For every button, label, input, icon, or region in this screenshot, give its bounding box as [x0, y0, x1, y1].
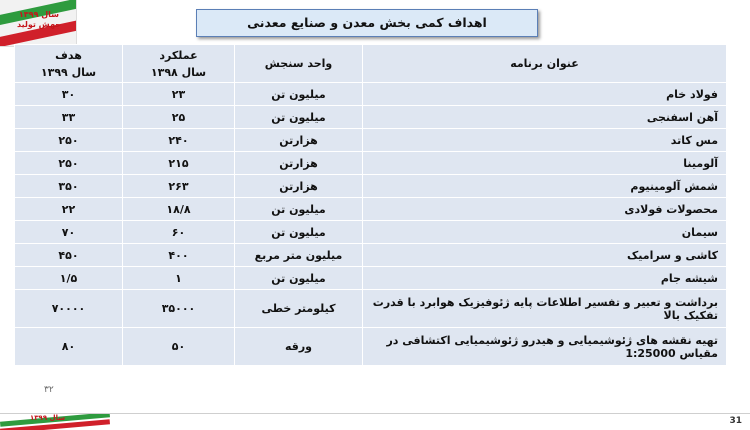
unit-cell: هزارتن: [235, 152, 363, 175]
program-cell: محصولات فولادی: [363, 198, 727, 221]
program-cell: مس کاتد: [363, 129, 727, 152]
program-cell: فولاد خام: [363, 83, 727, 106]
header-target: [15, 45, 123, 83]
header-unit: واحد سنجش: [235, 45, 363, 83]
program-cell: سیمان: [363, 221, 727, 244]
logo-year-text: سال ۱۳۹۹: [18, 10, 60, 19]
program-cell: آلومینا: [363, 152, 727, 175]
program-cell: آهن اسفنجی: [363, 106, 727, 129]
header-actual-line2: سال ۱۳۹۸: [150, 65, 207, 79]
unit-cell: میلیون تن: [235, 106, 363, 129]
unit-cell: ورقه: [235, 328, 363, 366]
unit-cell: هزارتن: [235, 175, 363, 198]
table-header-row: [15, 45, 727, 83]
header-target-line2: سال ۱۳۹۹: [40, 65, 97, 79]
target-cell: ۲۵۰: [15, 152, 123, 175]
actual-cell: ۲۶۳: [123, 175, 235, 198]
unit-cell: میلیون تن: [235, 83, 363, 106]
program-cell: برداشت و تعبیر و تفسیر اطلاعات پایه ژئوفیزیک هوابرد با قدرت تفکیک بالا: [363, 290, 727, 328]
unit-cell: میلیون تن: [235, 267, 363, 290]
actual-cell: ۲۴۰: [123, 129, 235, 152]
unit-cell: کیلومتر خطی: [235, 290, 363, 328]
target-cell: ۷۰: [15, 221, 123, 244]
header-actual-line1: عملکرد: [159, 48, 198, 62]
table-row: [15, 106, 727, 129]
table-row: [15, 328, 727, 366]
target-cell: ۱/۵: [15, 267, 123, 290]
program-cell: شیشه جام: [363, 267, 727, 290]
unit-cell: میلیون متر مربع: [235, 244, 363, 267]
header-actual: [123, 45, 235, 83]
logo-footer-text: سال ۱۳۹۹: [30, 414, 66, 422]
table-row: [15, 129, 727, 152]
slide-number: ۳۲: [44, 385, 54, 395]
table-row: [15, 267, 727, 290]
actual-cell: ۱۸/۸: [123, 198, 235, 221]
header-program: عنوان برنامه: [363, 45, 727, 83]
actual-cell: ۳۵۰۰۰: [123, 290, 235, 328]
table-row: [15, 244, 727, 267]
jahesh-tolid-logo-footer: [0, 414, 110, 430]
actual-cell: ۵۰: [123, 328, 235, 366]
table-row: [15, 152, 727, 175]
unit-cell: هزارتن: [235, 129, 363, 152]
program-cell: شمش آلومینیوم: [363, 175, 727, 198]
target-cell: ۴۵۰: [15, 244, 123, 267]
logo-slogan-text: جهش تولید: [16, 20, 62, 29]
target-cell: ۷۰۰۰۰: [15, 290, 123, 328]
unit-cell: میلیون تن: [235, 198, 363, 221]
logo-text: [14, 10, 64, 30]
actual-cell: ۲۳: [123, 83, 235, 106]
target-cell: ۳۳: [15, 106, 123, 129]
program-cell: تهیه نقشه های ژئوشیمیایی و هیدرو ژئوشیمیایی اکتشافی در مقیاس 1:25000: [363, 328, 727, 366]
jahesh-tolid-logo: [0, 0, 77, 47]
slide-title: اهداف کمی بخش معدن و صنایع معدنی: [196, 9, 538, 37]
target-cell: ۳۰: [15, 83, 123, 106]
target-cell: ۸۰: [15, 328, 123, 366]
actual-cell: ۲۱۵: [123, 152, 235, 175]
target-cell: ۲۲: [15, 198, 123, 221]
target-cell: ۲۵۰: [15, 129, 123, 152]
table-row: [15, 175, 727, 198]
page-number: 31: [729, 416, 742, 426]
target-cell: ۳۵۰: [15, 175, 123, 198]
program-cell: کاشی و سرامیک: [363, 244, 727, 267]
table-row: [15, 290, 727, 328]
table-row: [15, 221, 727, 244]
table-row: [15, 83, 727, 106]
actual-cell: ۲۵: [123, 106, 235, 129]
actual-cell: ۶۰: [123, 221, 235, 244]
footer-divider: [0, 413, 750, 414]
actual-cell: ۱: [123, 267, 235, 290]
actual-cell: ۴۰۰: [123, 244, 235, 267]
table-row: [15, 198, 727, 221]
header-target-line1: هدف: [55, 48, 82, 62]
targets-table: [14, 44, 727, 366]
unit-cell: میلیون تن: [235, 221, 363, 244]
